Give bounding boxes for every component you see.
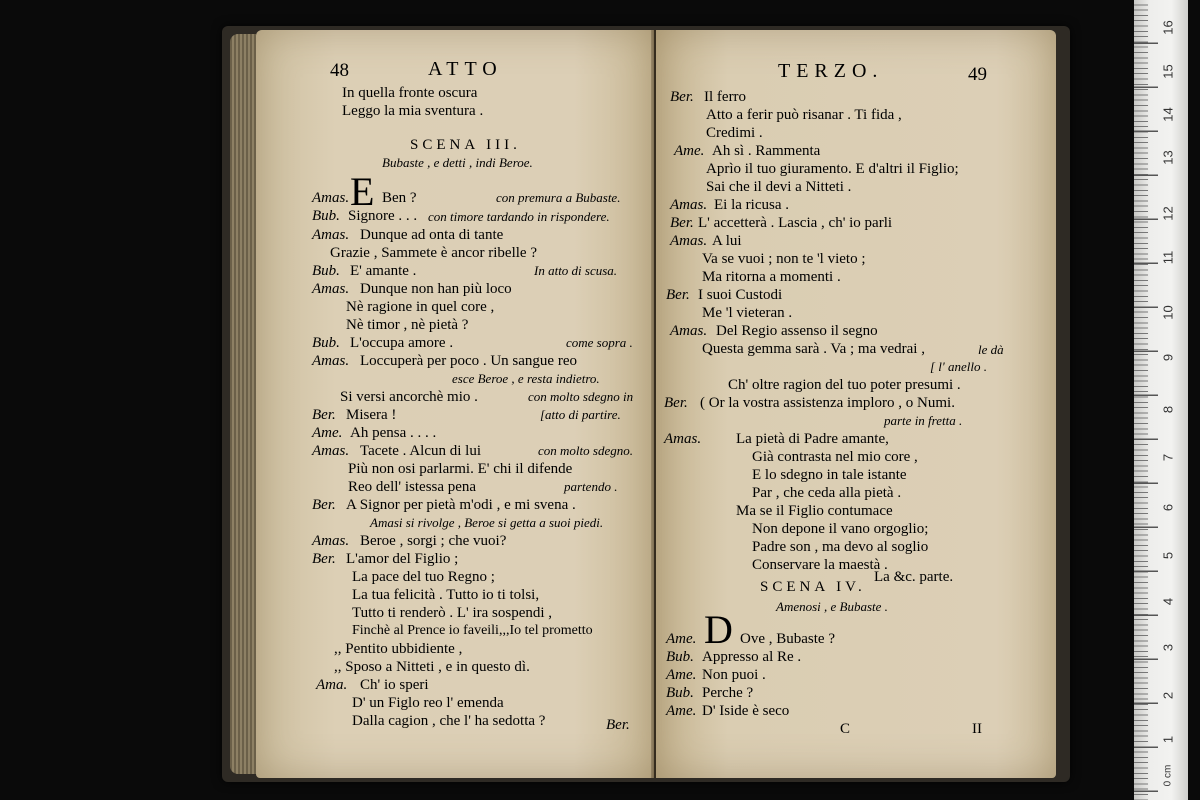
speaker-label: Ame. xyxy=(666,667,697,683)
stage-direction: [ l' anello . xyxy=(930,359,987,374)
dialogue-text: Dalla cagion , che l' ha sedotta ? xyxy=(352,713,546,729)
ruler-number: 5 xyxy=(1160,551,1176,560)
speaker-label: Amas. xyxy=(664,431,702,447)
ruler-number: 4 xyxy=(1160,597,1176,606)
speaker-label: Ber. xyxy=(670,89,694,105)
ruler-number: 10 xyxy=(1160,305,1176,320)
speaker-label: Ame. xyxy=(666,631,697,647)
dialogue-text: Ove , Bubaste ? xyxy=(740,631,835,647)
ruler-number: 9 xyxy=(1160,353,1176,362)
dialogue-text: Nè timor , nè pietà ? xyxy=(346,317,469,333)
aria-line: Par , che ceda alla pietà . xyxy=(752,485,902,501)
dialogue-text: Ben ? xyxy=(382,190,417,206)
scene-cast: Amenosi , e Bubaste . xyxy=(776,599,888,614)
text-line: In quella fronte oscura xyxy=(342,85,478,101)
speaker-label: Amas. xyxy=(312,353,350,369)
ruler-number: 14 xyxy=(1160,107,1176,122)
ruler-number: 12 xyxy=(1160,206,1176,221)
dialogue-text: Dunque ad onta di tante xyxy=(360,227,504,243)
dialogue-text: Finchè al Prence io faveili,,,Io tel prometto xyxy=(352,623,593,638)
dialogue-text: Ma ritorna a momenti . xyxy=(702,269,841,285)
dialogue-text: Appresso al Re . xyxy=(702,649,802,665)
aria-line: E lo sdegno in tale istante xyxy=(752,467,907,483)
dialogue-text: Loccuperà per poco . Un sangue reo xyxy=(360,353,577,369)
speaker-label: Ame. xyxy=(312,425,343,441)
speaker-label: Ber. xyxy=(666,287,690,303)
dialogue-text: Aprìo il tuo giuramento. E d'altri il Figlio; xyxy=(706,161,959,177)
stage-direction: come sopra . xyxy=(566,335,633,350)
ruler-number: 13 xyxy=(1160,150,1176,165)
dialogue-text: ,, Sposo a Nitteti , e in questo dì. xyxy=(334,659,530,675)
ruler-major-ticks xyxy=(1134,0,1158,800)
dialogue-text: Atto a ferir può risanar . Ti fida , xyxy=(706,107,902,123)
scene-heading: SCENA IV. xyxy=(760,579,866,595)
book-page-edges xyxy=(230,34,256,774)
scene-cast: Bubaste , e detti , indi Beroe. xyxy=(382,155,533,170)
dialogue-text: Più non osi parlarmi. E' chi il difende xyxy=(348,461,573,477)
dialogue-text: Signore . . . xyxy=(348,208,418,224)
stage-direction: [atto di partire. xyxy=(540,407,621,422)
dialogue-text: Ah sì . Rammenta xyxy=(712,143,821,159)
stage-direction: con premura a Bubaste. xyxy=(496,190,621,205)
dialogue-text: Va se vuoi ; non te 'l vieto ; xyxy=(702,251,866,267)
speaker-label: Amas. xyxy=(312,443,350,459)
dialogue-text: Tacete . Alcun di lui xyxy=(360,443,481,459)
stage-direction: In atto di scusa. xyxy=(534,263,618,278)
stage-direction: partendo . xyxy=(564,479,618,494)
ruler-number: 3 xyxy=(1160,643,1176,652)
aria-line: Padre son , ma devo al soglio xyxy=(752,539,929,555)
dialogue-text: Non puoi . xyxy=(702,667,766,683)
measuring-ruler xyxy=(1134,0,1188,800)
ruler-number: 2 xyxy=(1160,691,1176,700)
speaker-label: Ber. xyxy=(312,551,336,567)
dialogue-text: Del Regio assenso il segno xyxy=(716,323,878,339)
dialogue-text: Perche ? xyxy=(702,685,754,701)
left-running-head: ATTO xyxy=(428,58,503,80)
dialogue-text: Ei la ricusa . xyxy=(714,197,789,213)
speaker-label: Amas. xyxy=(670,197,708,213)
dialogue-text: Questa gemma sarà . Va ; ma vedrai , xyxy=(702,341,925,357)
speaker-label: Bub. xyxy=(666,649,694,665)
ruler-number: 11 xyxy=(1160,250,1176,265)
dialogue-text: Ah pensa . . . . xyxy=(350,425,437,441)
speaker-label: Ber. xyxy=(312,407,336,423)
dialogue-text: L' accetterà . Lascia , ch' io parli xyxy=(698,215,893,231)
aria-line: La pietà di Padre amante, xyxy=(736,431,889,447)
aria-line: Non depone il vano orgoglio; xyxy=(752,521,929,537)
aria-tail: La &c. parte. xyxy=(874,569,954,585)
stage-direction: con molto sdegno. xyxy=(538,443,633,458)
dialogue-text: Misera ! xyxy=(346,407,397,423)
dialogue-text: A Signor per pietà m'odi , e mi svena . xyxy=(346,497,576,513)
ruler-number: 1 xyxy=(1160,735,1176,744)
ruler-number: 0 cm xyxy=(1162,764,1174,787)
speaker-label: Amas. xyxy=(312,190,350,206)
speaker-label: Bub. xyxy=(312,335,340,351)
speaker-label: Ber. xyxy=(664,395,688,411)
speaker-label: Ber. xyxy=(312,497,336,513)
dialogue-text: La tua felicità . Tutto io ti tolsi, xyxy=(352,587,540,603)
dialogue-text: Ch' oltre ragion del tuo poter presumi . xyxy=(728,377,961,393)
ruler-number: 16 xyxy=(1160,20,1176,35)
speaker-label: Bub. xyxy=(312,263,340,279)
dialogue-text: Ch' io speri xyxy=(360,677,429,693)
dialogue-text: Credimi . xyxy=(706,125,763,141)
speaker-label: Ber. xyxy=(670,215,694,231)
stage-direction: con timore tardando in rispondere. xyxy=(428,209,610,224)
speaker-label: Amas. xyxy=(312,281,350,297)
dialogue-text: I suoi Custodi xyxy=(698,287,783,303)
dialogue-text: Il ferro xyxy=(704,89,747,105)
dialogue-text: D' Iside è seco xyxy=(702,703,790,719)
speaker-label: Ame. xyxy=(666,703,697,719)
speaker-label: Ama. xyxy=(316,677,348,693)
signature-number: II xyxy=(972,721,982,737)
scene-heading: SCENA III. xyxy=(410,137,521,153)
ruler-number: 7 xyxy=(1160,453,1176,462)
dialogue-text: Sai che il devi a Nitteti . xyxy=(706,179,852,195)
dialogue-text: Dunque non han più loco xyxy=(360,281,512,297)
dialogue-text: E' amante . xyxy=(350,263,417,279)
stage-direction: Amasi si rivolge , Beroe si getta a suoi piedi. xyxy=(370,515,604,530)
dialogue-text: Reo dell' istessa pena xyxy=(348,479,477,495)
ruler-number: 8 xyxy=(1160,405,1176,414)
stage-direction: le dà xyxy=(978,342,1004,357)
dialogue-text: Si versi ancorchè mio . xyxy=(340,389,478,405)
dialogue-text: L'occupa amore . xyxy=(350,335,454,351)
dialogue-text: D' un Figlo reo l' emenda xyxy=(352,695,504,711)
speaker-label: Amas. xyxy=(312,533,350,549)
speaker-label: Amas. xyxy=(670,323,708,339)
stage-direction: esce Beroe , e resta indietro. xyxy=(452,371,600,386)
dialogue-text: Me 'l vieteran . xyxy=(702,305,793,321)
dialogue-text: L'amor del Figlio ; xyxy=(346,551,459,567)
dialogue-text: ,, Pentito ubbidiente , xyxy=(334,641,463,657)
text-line: Leggo la mia sventura . xyxy=(342,103,484,119)
dialogue-text: Nè ragione in quel core , xyxy=(346,299,495,315)
dialogue-text: Beroe , sorgi ; che vuoi? xyxy=(360,533,507,549)
speaker-label: Ame. xyxy=(674,143,705,159)
speaker-label: Amas. xyxy=(670,233,708,249)
left-page-number: 48 xyxy=(330,60,349,81)
stage-direction: con molto sdegno in xyxy=(528,389,634,404)
right-running-head: TERZO. xyxy=(778,60,884,82)
aria-line: Conservare la maestà . xyxy=(752,557,888,573)
signature-mark: C xyxy=(840,721,851,737)
drop-cap: D xyxy=(704,607,733,652)
drop-cap: E xyxy=(350,169,375,214)
catchword: Ber. xyxy=(606,717,630,733)
ruler-number: 6 xyxy=(1160,503,1176,512)
dialogue-text: La pace del tuo Regno ; xyxy=(352,569,495,585)
aria-line: Ma se il Figlio contumace xyxy=(736,503,893,519)
dialogue-text: A lui xyxy=(712,233,742,249)
ruler-number: 15 xyxy=(1160,64,1176,79)
speaker-label: Bub. xyxy=(666,685,694,701)
stage-direction: parte in fretta . xyxy=(884,413,963,428)
dialogue-text: Tutto ti renderò . L' ira sospendi , xyxy=(352,605,553,621)
aria-line: Già contrasta nel mio core , xyxy=(752,449,918,465)
speaker-label: Amas. xyxy=(312,227,350,243)
dialogue-text: ( Or la vostra assistenza imploro , o Numi. xyxy=(700,395,955,411)
speaker-label: Bub. xyxy=(312,208,340,224)
right-page-number: 49 xyxy=(968,64,987,85)
dialogue-text: Grazie , Sammete è ancor ribelle ? xyxy=(330,245,537,261)
